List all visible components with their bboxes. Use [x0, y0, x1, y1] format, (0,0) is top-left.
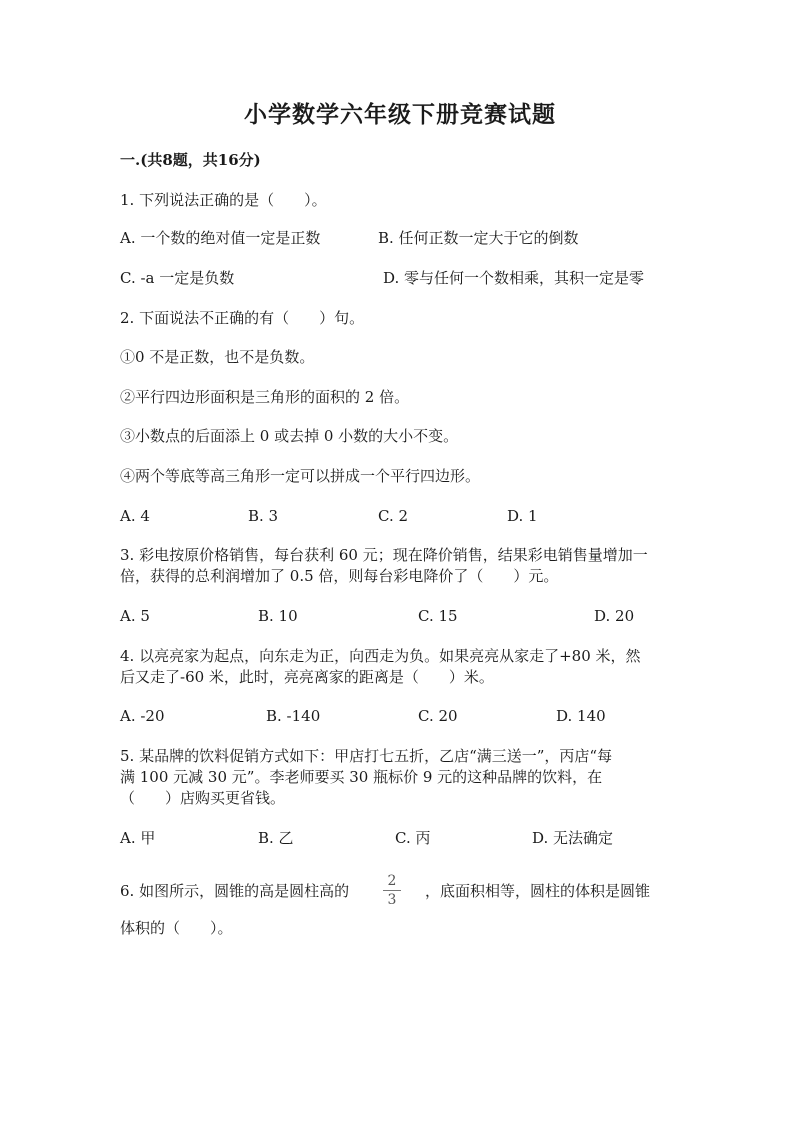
q4-option-c: C. 20 — [418, 707, 458, 725]
question-2-stem: 2. 下面说法不正确的有（ ）句。 — [120, 309, 365, 327]
q2-option-a: A. 4 — [120, 507, 150, 525]
question-3-stem-line-1: 3. 彩电按原价格销售，每台获利 60 元；现在降价销售，结果彩电销售量增加一 — [120, 546, 648, 564]
q1-option-b: B. 任何正数一定大于它的倒数 — [378, 229, 579, 247]
fraction-bar — [383, 890, 401, 891]
q1-option-a: A. 一个数的绝对值一定是正数 — [120, 229, 321, 247]
q5-option-b: B. 乙 — [258, 829, 294, 847]
q2-statement-4: ④两个等底等高三角形一定可以拼成一个平行四边形。 — [120, 467, 481, 485]
q3-option-a: A. 5 — [120, 607, 150, 625]
q1-option-c: C. -a 一定是负数 — [120, 269, 235, 287]
fraction-numerator: 2 — [387, 873, 397, 889]
q2-option-b: B. 3 — [248, 507, 279, 525]
q2-option-d: D. 1 — [507, 507, 538, 525]
question-6-stem-part-2: ，底面积相等，圆柱的体积是圆锥 — [425, 882, 651, 900]
fraction-two-thirds — [383, 873, 401, 908]
fraction-denominator: 3 — [387, 892, 397, 908]
q2-statement-1: ①0 不是正数，也不是负数。 — [120, 348, 315, 366]
q2-statement-2: ②平行四边形面积是三角形的面积的 2 倍。 — [120, 388, 410, 406]
question-6-stem-part-1: 6. 如图所示，圆锥的高是圆柱高的 — [120, 882, 350, 900]
q1-option-d: D. 零与任何一个数相乘，其积一定是零 — [383, 269, 645, 287]
q4-option-b: B. -140 — [266, 707, 321, 725]
q4-option-a: A. -20 — [120, 707, 165, 725]
question-1-stem: 1. 下列说法正确的是（ ）。 — [120, 191, 327, 209]
q3-option-b: B. 10 — [258, 607, 298, 625]
question-6-stem-line-2: 体积的（ ）。 — [120, 919, 233, 937]
question-3-stem-line-2: 倍，获得的总利润增加了 0.5 倍，则每台彩电降价了（ ）元。 — [120, 567, 559, 585]
q2-option-c: C. 2 — [378, 507, 409, 525]
q5-option-a: A. 甲 — [120, 829, 156, 847]
question-5-stem-line-3: （ ）店购买更省钱。 — [120, 789, 286, 807]
question-4-stem-line-2: 后又走了-60 米，此时，亮亮离家的距离是（ ）米。 — [120, 668, 494, 686]
q3-option-d: D. 20 — [594, 607, 635, 625]
question-5-stem-line-1: 5. 某品牌的饮料促销方式如下：甲店打七五折，乙店“满三送一”，丙店“每 — [120, 747, 613, 765]
page-title: 小学数学六年级下册竞赛试题 — [244, 101, 556, 128]
question-5-stem-line-2: 满 100 元减 30 元”。李老师要买 30 瓶标价 9 元的这种品牌的饮料，在 — [120, 768, 603, 786]
question-4-stem-line-1: 4. 以亮亮家为起点，向东走为正，向西走为负。如果亮亮从家走了+80 米，然 — [120, 647, 641, 665]
q4-option-d: D. 140 — [556, 707, 606, 725]
q5-option-d: D. 无法确定 — [532, 829, 614, 847]
section-heading: 一.(共8题，共16分) — [120, 151, 261, 169]
q2-statement-3: ③小数点的后面添上 0 或去掉 0 小数的大小不变。 — [120, 427, 459, 445]
q5-option-c: C. 丙 — [395, 829, 431, 847]
q3-option-c: C. 15 — [418, 607, 458, 625]
